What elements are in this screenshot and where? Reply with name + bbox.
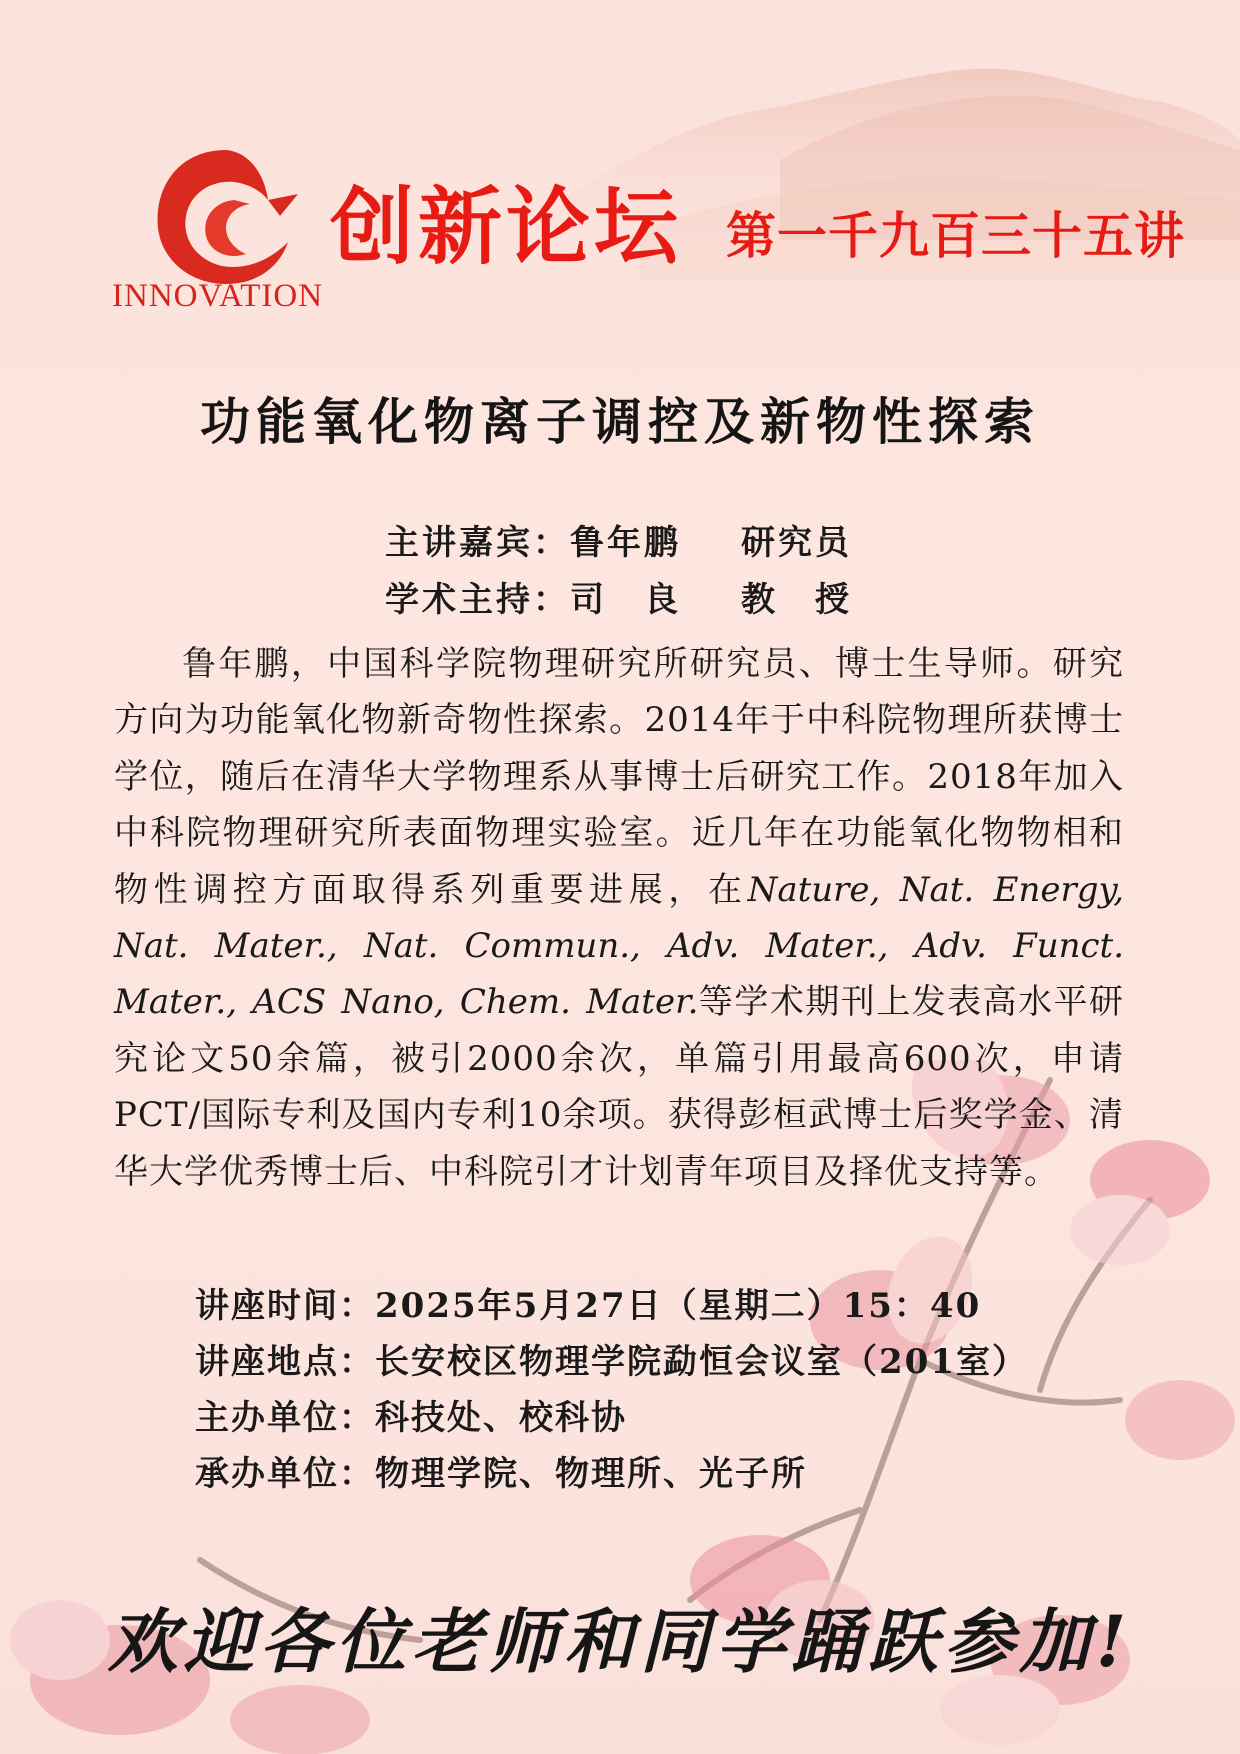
host-name: 司 良 (570, 580, 681, 620)
welcome-message: 欢迎各位老师和同学踊跃参加! (107, 1600, 1133, 1683)
lecture-time (195, 1278, 981, 1327)
co-organizer-label: 承办单位： (195, 1454, 375, 1494)
co-organizer-value: 物理学院、物理所、光子所 (375, 1454, 807, 1494)
forum-title: 创新论坛 (330, 178, 683, 276)
speaker-line (385, 515, 852, 564)
co-organizer (195, 1446, 807, 1495)
speaker-label: 主讲嘉宾： (385, 523, 570, 563)
speaker-name: 鲁年鹏 (570, 523, 681, 563)
host-label: 学术主持： (385, 580, 570, 620)
bio-text-part2: 等学术期刊上发表高水平研究论文50余篇，被引2000余次，单篇引用最高600次，申请PCT/国际专利及国内专利10余项。获得彭桓武博士后奖学金、清华大学优秀博士后、中科院引才计划青年项目及择优支持等。 (114, 982, 1124, 1192)
organizer (195, 1390, 627, 1439)
host-title: 教 授 (741, 580, 852, 620)
talk-title: 功能氧化物离子调控及新物性探索 (200, 392, 1040, 451)
logo-text: INNOVATION (112, 278, 324, 314)
place-value: 长安校区物理学院勐恒会议室（201室） (375, 1342, 1028, 1382)
time-label: 讲座时间： (195, 1286, 375, 1326)
lecture-place (195, 1334, 1028, 1383)
speaker-bio (114, 636, 1124, 1200)
organizer-label: 主办单位： (195, 1398, 375, 1438)
bio-text-part1: 鲁年鹏，中国科学院物理研究所研究员、博士生导师。研究方向为功能氧化物新奇物性探索。2014年于中科院物理所获博士学位，随后在清华大学物理系从事博士后研究工作。2018年加入中科院物理研究所表面物理实验室。近几年在功能氧化物物相和物性调控方面取得系列重要进展，在 (114, 644, 1124, 910)
lecture-number: 第一千九百三十五讲 (726, 207, 1185, 265)
speaker-title: 研究员 (741, 523, 852, 563)
time-value: 2025年5月27日（星期二）15：40 (375, 1286, 982, 1326)
host-line (385, 572, 852, 621)
bio-journals: Nature, Nat. Energy, Nat. Mater., Nat. Commun., Adv. Mater., Adv. Funct. Mater., ACS Nano, Chem. Mater. (114, 869, 1124, 1023)
organizer-value: 科技处、校科协 (375, 1398, 627, 1438)
place-label: 讲座地点： (195, 1342, 375, 1382)
